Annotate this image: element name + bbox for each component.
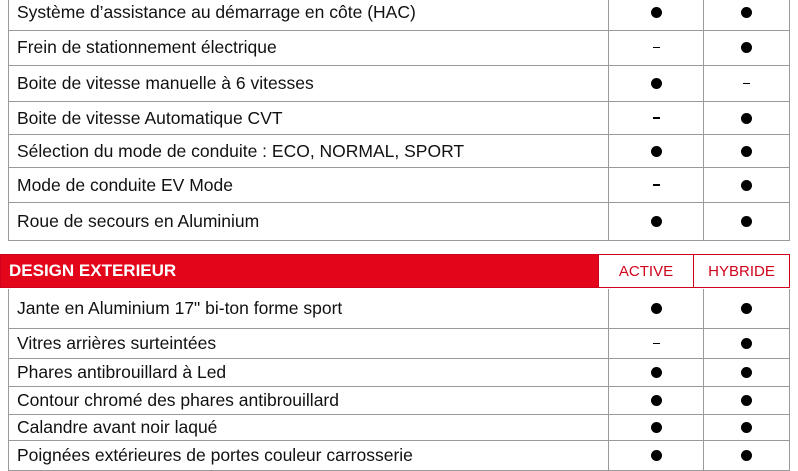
cell-active: [608, 30, 703, 65]
feature-label: Jante en Aluminium 17" bi-ton forme sport: [17, 298, 343, 318]
feature-label: Phares antibrouillard à Led: [17, 362, 227, 382]
cell-hybride: [703, 66, 789, 101]
feature-label: Poignées extérieures de portes couleur carrosserie: [17, 445, 413, 465]
column-header-hybride: HYBRIDE: [693, 255, 789, 287]
bullet-available-icon: [741, 42, 752, 53]
bullet-available-icon: [741, 395, 752, 406]
cell-active: [608, 0, 703, 30]
bullet-available-icon: [651, 422, 662, 433]
table-row: [8, 441, 790, 471]
bullet-available-icon: [741, 7, 752, 18]
cell-active: [608, 66, 703, 101]
cell-active: [608, 387, 703, 414]
bullet-available-icon: [651, 7, 662, 18]
bullet-available-icon: [651, 450, 662, 461]
table-row: [8, 135, 790, 168]
feature-label: Calandre avant noir laqué: [17, 417, 218, 437]
cell-hybride: [703, 289, 789, 328]
table-row: [8, 387, 790, 415]
cell-hybride: [703, 168, 789, 202]
cell-active: [608, 289, 703, 328]
cell-active: [608, 359, 703, 386]
bullet-available-icon: [651, 395, 662, 406]
cell-active: [608, 415, 703, 440]
bullet-available-icon: [651, 367, 662, 378]
table-row: [8, 66, 790, 102]
cell-hybride: [703, 329, 789, 358]
section-header-design-exterieur: [0, 254, 790, 288]
cell-hybride: [703, 0, 789, 30]
bullet-available-icon: [741, 146, 752, 157]
feature-label: Boite de vitesse manuelle à 6 vitesses: [17, 73, 314, 93]
feature-label: Mode de conduite EV Mode: [17, 174, 233, 195]
table-row: [8, 415, 790, 441]
cell-hybride: [703, 359, 789, 386]
dash-unavailable-icon: [653, 117, 660, 119]
bullet-available-icon: [741, 338, 752, 349]
cell-active: [608, 168, 703, 202]
bullet-available-icon: [741, 303, 752, 314]
table-row: [8, 102, 790, 135]
bullet-available-icon: [651, 303, 662, 314]
cell-hybride: [703, 135, 789, 167]
table-row: [8, 30, 790, 66]
feature-label: Roue de secours en Aluminium: [17, 211, 260, 231]
bullet-available-icon: [651, 146, 662, 157]
dash-unavailable-icon: [653, 47, 660, 49]
cell-active: [608, 102, 703, 134]
bullet-available-icon: [651, 78, 662, 89]
bullet-available-icon: [651, 216, 662, 227]
table-row: [8, 359, 790, 387]
bullet-available-icon: [741, 113, 752, 124]
cell-hybride: [703, 30, 789, 65]
dash-unavailable-icon: [743, 83, 750, 85]
table-row: [8, 329, 790, 359]
cell-hybride: [703, 387, 789, 414]
cell-hybride: [703, 415, 789, 440]
cell-hybride: [703, 203, 789, 240]
bullet-available-icon: [741, 216, 752, 227]
feature-label: Boite de vitesse Automatique CVT: [17, 107, 283, 128]
table-row: [8, 289, 790, 329]
table-row: [8, 168, 790, 203]
section-title: DESIGN EXTERIEUR: [1, 255, 598, 287]
table-row: [8, 203, 790, 241]
cell-active: [608, 329, 703, 358]
column-header-active: ACTIVE: [598, 255, 693, 287]
feature-label: Contour chromé des phares antibrouillard: [17, 390, 339, 410]
table-row: [8, 0, 790, 31]
feature-label: Frein de stationnement électrique: [17, 37, 277, 57]
feature-label: Système d’assistance au démarrage en côte (HAC): [17, 1, 416, 22]
bullet-available-icon: [741, 367, 752, 378]
dash-unavailable-icon: [653, 184, 660, 186]
bullet-available-icon: [741, 450, 752, 461]
cell-hybride: [703, 102, 789, 134]
bullet-available-icon: [741, 422, 752, 433]
cell-active: [608, 135, 703, 167]
feature-label: Sélection du mode de conduite : ECO, NORMAL, SPORT: [17, 140, 465, 161]
cell-active: [608, 203, 703, 240]
bullet-available-icon: [741, 180, 752, 191]
dash-unavailable-icon: [653, 343, 660, 345]
feature-label: Vitres arrières surteintées: [17, 333, 217, 353]
